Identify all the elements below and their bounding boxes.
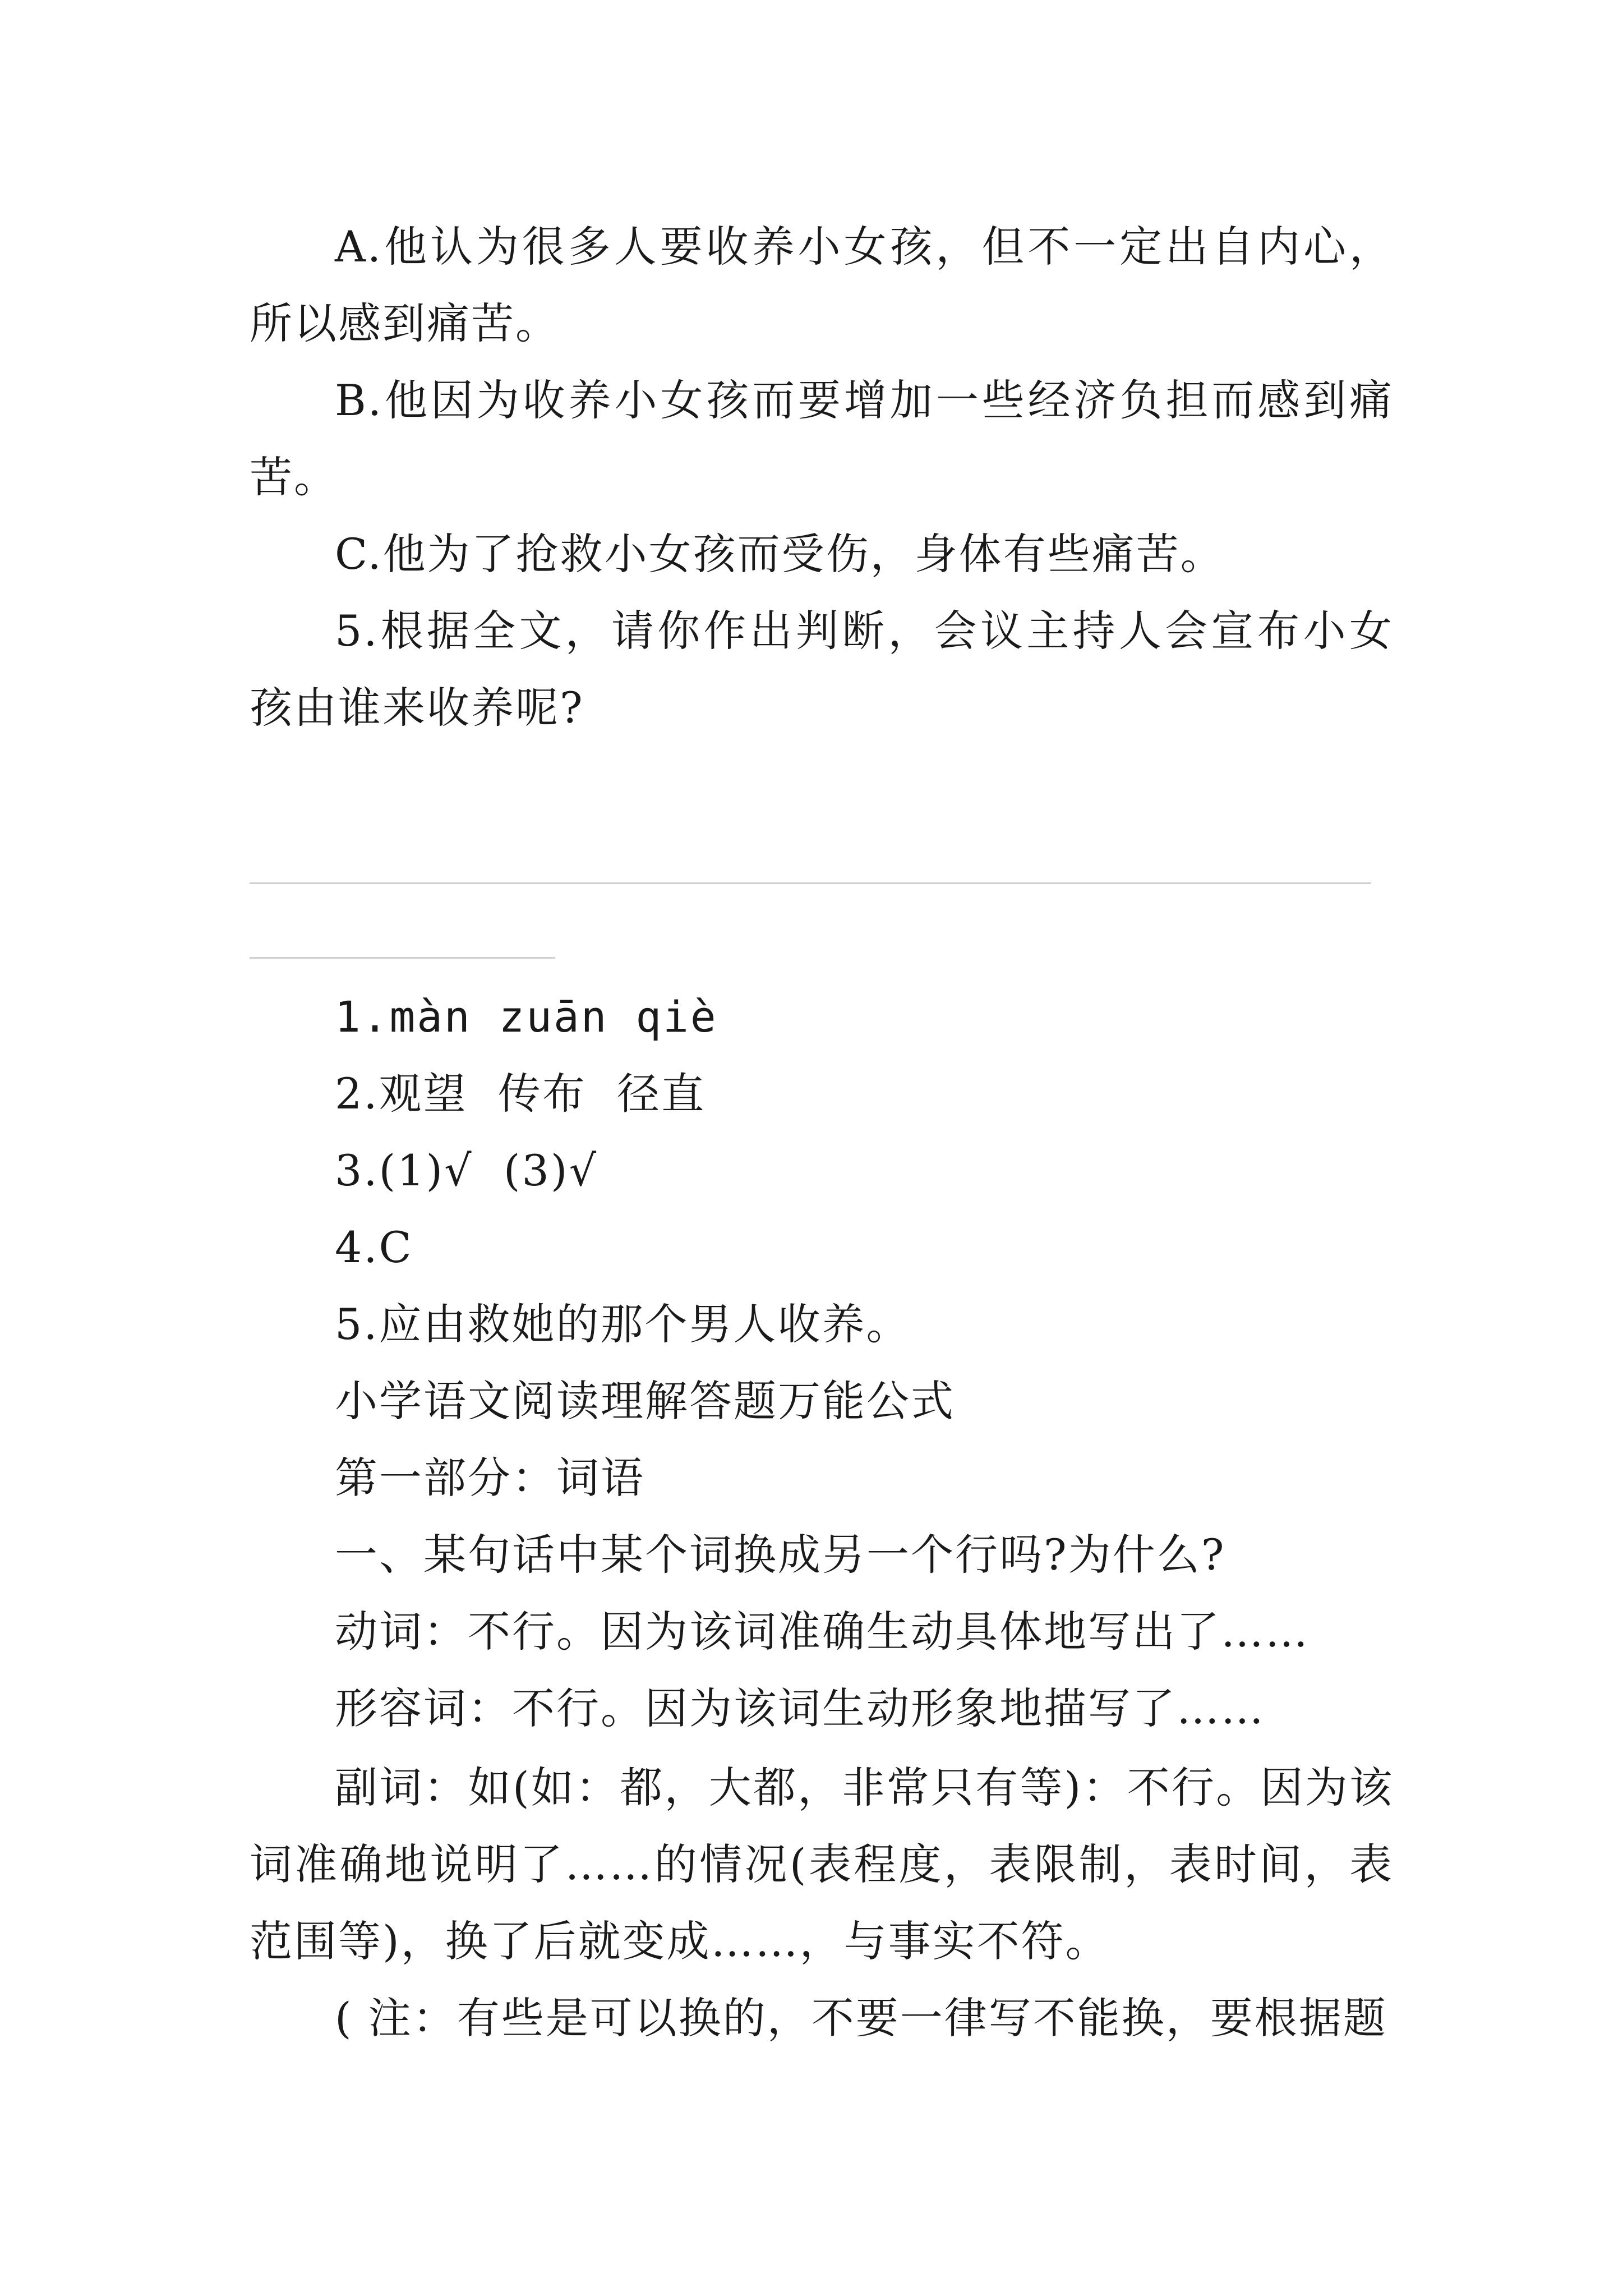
answer-3: 3.(1)√ (3)√: [335, 1145, 598, 1195]
option-b-paragraph: B.他因为收养小女孩而要增加一些经济负担而感到痛苦。: [250, 375, 1394, 502]
rule-verb: 动词：不行。因为该词准确生动具体地写出了……: [335, 1607, 1310, 1657]
rule-adverb-paragraph: 副词：如(如：都，大都，非常只有等)：不行。因为该词准确地说明了……的情况(表程度，表限制，表时间，表范围等)，换了后就变成……，与事实不符。: [250, 1763, 1394, 1966]
answer-line-long: [250, 882, 1371, 884]
rule-1-question: 一、某句话中某个词换成另一个行吗?为什么?: [335, 1530, 1226, 1580]
tail-section: [250, 1749, 1394, 2056]
question-5-paragraph: 5.根据全文，请你作出判断，会议主持人会宣布小女孩由谁来收养呢?: [250, 606, 1394, 733]
option-c-paragraph: C.他为了抢救小女孩而受伤，身体有些痛苦。: [335, 529, 1225, 579]
section-title: 小学语文阅读理解答题万能公式: [335, 1376, 955, 1426]
answer-4: 4.C: [335, 1222, 413, 1272]
option-a-paragraph: A.他认为很多人要收养小女孩，但不一定出自内心，所以感到痛苦。: [250, 222, 1394, 348]
note-paragraph: ( 注：有些是可以换的，不要一律写不能换，要根据题: [335, 1993, 1387, 2043]
answer-list: [250, 978, 1394, 1747]
answer-5: 5.应由救她的那个男人收养。: [335, 1299, 911, 1349]
part-one-heading: 第一部分：词语: [335, 1453, 645, 1503]
rule-adjective: 形容词：不行。因为该词生动形象地描写了……: [335, 1683, 1265, 1733]
answer-1-pinyin: 1.màn zuān qiè: [335, 992, 718, 1042]
answer-line-short: [250, 957, 555, 959]
answer-2: 2.观望 传布 径直: [335, 1069, 706, 1119]
